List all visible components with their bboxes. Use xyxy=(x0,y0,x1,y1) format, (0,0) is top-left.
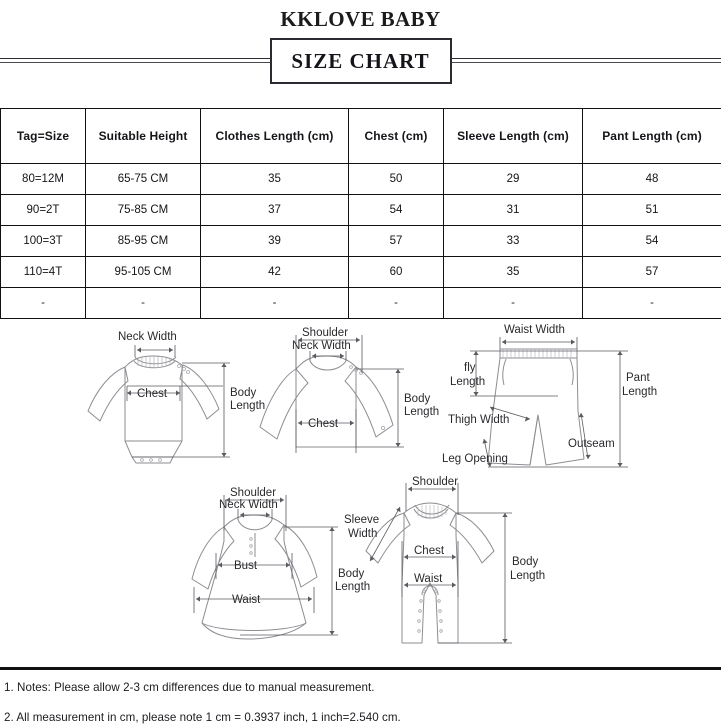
label-bust: Bust xyxy=(234,560,258,572)
leg-snap-buttons xyxy=(418,590,443,633)
label-waist: Waist xyxy=(232,594,261,606)
cell-chest: 57 xyxy=(349,226,444,257)
label-body-length-line2: Length xyxy=(335,581,371,593)
cell-sleeve-length: 35 xyxy=(444,257,583,288)
column-header-suitable-height: Suitable Height xyxy=(86,109,201,164)
cell-suitable-height: 65-75 CM xyxy=(86,164,201,195)
label-fly-length-line2: Length xyxy=(450,376,486,388)
bodysuit-outline xyxy=(88,356,219,463)
cell-suitable-height: 95-105 CM xyxy=(86,257,201,288)
cell-pant-length: 54 xyxy=(583,226,721,257)
label-neck-width: Neck Width xyxy=(292,340,351,352)
cell-sleeve-length: 33 xyxy=(444,226,583,257)
cell-chest: 60 xyxy=(349,257,444,288)
dress-outline xyxy=(192,515,317,639)
cell-chest: 54 xyxy=(349,195,444,226)
label-neck-width: Neck Width xyxy=(219,499,278,511)
header xyxy=(0,0,721,108)
cell-suitable-height: 85-95 CM xyxy=(86,226,201,257)
label-shoulder: Shoulder xyxy=(412,476,459,488)
label-neck-width: Neck Width xyxy=(118,331,177,343)
label-body-length-line1: Body xyxy=(512,556,539,568)
label-waist-width: Waist Width xyxy=(504,324,565,336)
cell-clothes-length: - xyxy=(201,288,349,319)
cell-pant-length: - xyxy=(583,288,721,319)
collar-ribbing xyxy=(418,505,446,519)
cell-clothes-length: 37 xyxy=(201,195,349,226)
table-row xyxy=(1,226,721,257)
label-fly-length-line1: fly xyxy=(464,362,476,374)
label-thigh-width: Thigh Width xyxy=(448,414,510,426)
note-item: 2. All measurement in cm, please note 1 cm = 0.3937 inch, 1 inch=2.540 cm. xyxy=(4,711,401,724)
diagram-pants xyxy=(442,319,657,494)
column-header-sleeve-length: Sleeve Length (cm) xyxy=(444,109,583,164)
crotch-snap-buttons xyxy=(141,459,162,462)
shoulder-snap-buttons xyxy=(178,365,190,374)
label-body-length-line2: Length xyxy=(404,406,440,418)
table-row xyxy=(1,288,721,319)
notes-section xyxy=(0,670,721,725)
cell-tag-size: 90=2T xyxy=(1,195,86,226)
cell-sleeve-length: - xyxy=(444,288,583,319)
diagram-top xyxy=(252,323,452,488)
size-chart-title-box xyxy=(270,38,452,84)
cell-sleeve-length: 29 xyxy=(444,164,583,195)
cell-tag-size: 100=3T xyxy=(1,226,86,257)
cell-pant-length: 57 xyxy=(583,257,721,288)
table-row xyxy=(1,257,721,288)
label-shoulder: Shoulder xyxy=(302,327,349,339)
label-leg-opening: Leg Opening xyxy=(442,453,508,465)
cell-chest: - xyxy=(349,288,444,319)
cell-sleeve-length: 31 xyxy=(444,195,583,226)
measure-guides xyxy=(194,495,338,635)
label-body-length-line2: Length xyxy=(510,570,546,582)
size-table xyxy=(0,108,721,319)
cell-tag-size: 80=12M xyxy=(1,164,86,195)
column-header-clothes-length: Clothes Length (cm) xyxy=(201,109,349,164)
diagram-romper xyxy=(342,475,552,665)
top-outline xyxy=(260,356,393,447)
column-header-chest: Chest (cm) xyxy=(349,109,444,164)
label-pant-length-line1: Pant xyxy=(626,372,650,384)
measurement-diagrams xyxy=(0,319,721,667)
placket-buttons xyxy=(250,538,253,555)
cell-pant-length: 48 xyxy=(583,164,721,195)
column-header-tag-size: Tag=Size xyxy=(1,109,86,164)
label-body-length-line1: Body xyxy=(338,568,365,580)
table-row xyxy=(1,164,721,195)
page-title: SIZE CHART xyxy=(291,48,430,73)
note-item: 1. Notes: Please allow 2-3 cm differences due to manual measurement. xyxy=(4,681,375,694)
label-pant-length-line2: Length xyxy=(622,386,657,398)
cell-pant-length: 51 xyxy=(583,195,721,226)
label-chest: Chest xyxy=(137,388,168,400)
label-body-length-line2: Length xyxy=(230,400,266,412)
label-body-length-line1: Body xyxy=(230,387,257,399)
label-waist: Waist xyxy=(414,573,443,585)
table-row xyxy=(1,195,721,226)
cell-tag-size: - xyxy=(1,288,86,319)
cell-clothes-length: 42 xyxy=(201,257,349,288)
cell-suitable-height: 75-85 CM xyxy=(86,195,201,226)
cell-clothes-length: 39 xyxy=(201,226,349,257)
cell-tag-size: 110=4T xyxy=(1,257,86,288)
brand-title: KKLOVE BABY xyxy=(280,7,441,31)
measure-guides xyxy=(368,483,512,643)
cell-suitable-height: - xyxy=(86,288,201,319)
measure-guides xyxy=(296,335,404,453)
label-sleeve-width-line2: Width xyxy=(348,528,378,540)
label-sleeve-width-line1: Sleeve xyxy=(344,514,380,526)
cuff-detail xyxy=(381,426,384,429)
label-body-length-line1: Body xyxy=(404,393,431,405)
column-header-pant-length: Pant Length (cm) xyxy=(583,109,721,164)
label-chest: Chest xyxy=(308,418,339,430)
label-outseam: Outseam xyxy=(568,438,615,450)
table-header-row xyxy=(1,109,721,164)
label-shoulder: Shoulder xyxy=(230,487,277,499)
diagram-bodysuit xyxy=(78,323,268,483)
cell-clothes-length: 35 xyxy=(201,164,349,195)
label-chest: Chest xyxy=(414,545,445,557)
waistband-ribbing xyxy=(503,349,571,358)
cell-chest: 50 xyxy=(349,164,444,195)
